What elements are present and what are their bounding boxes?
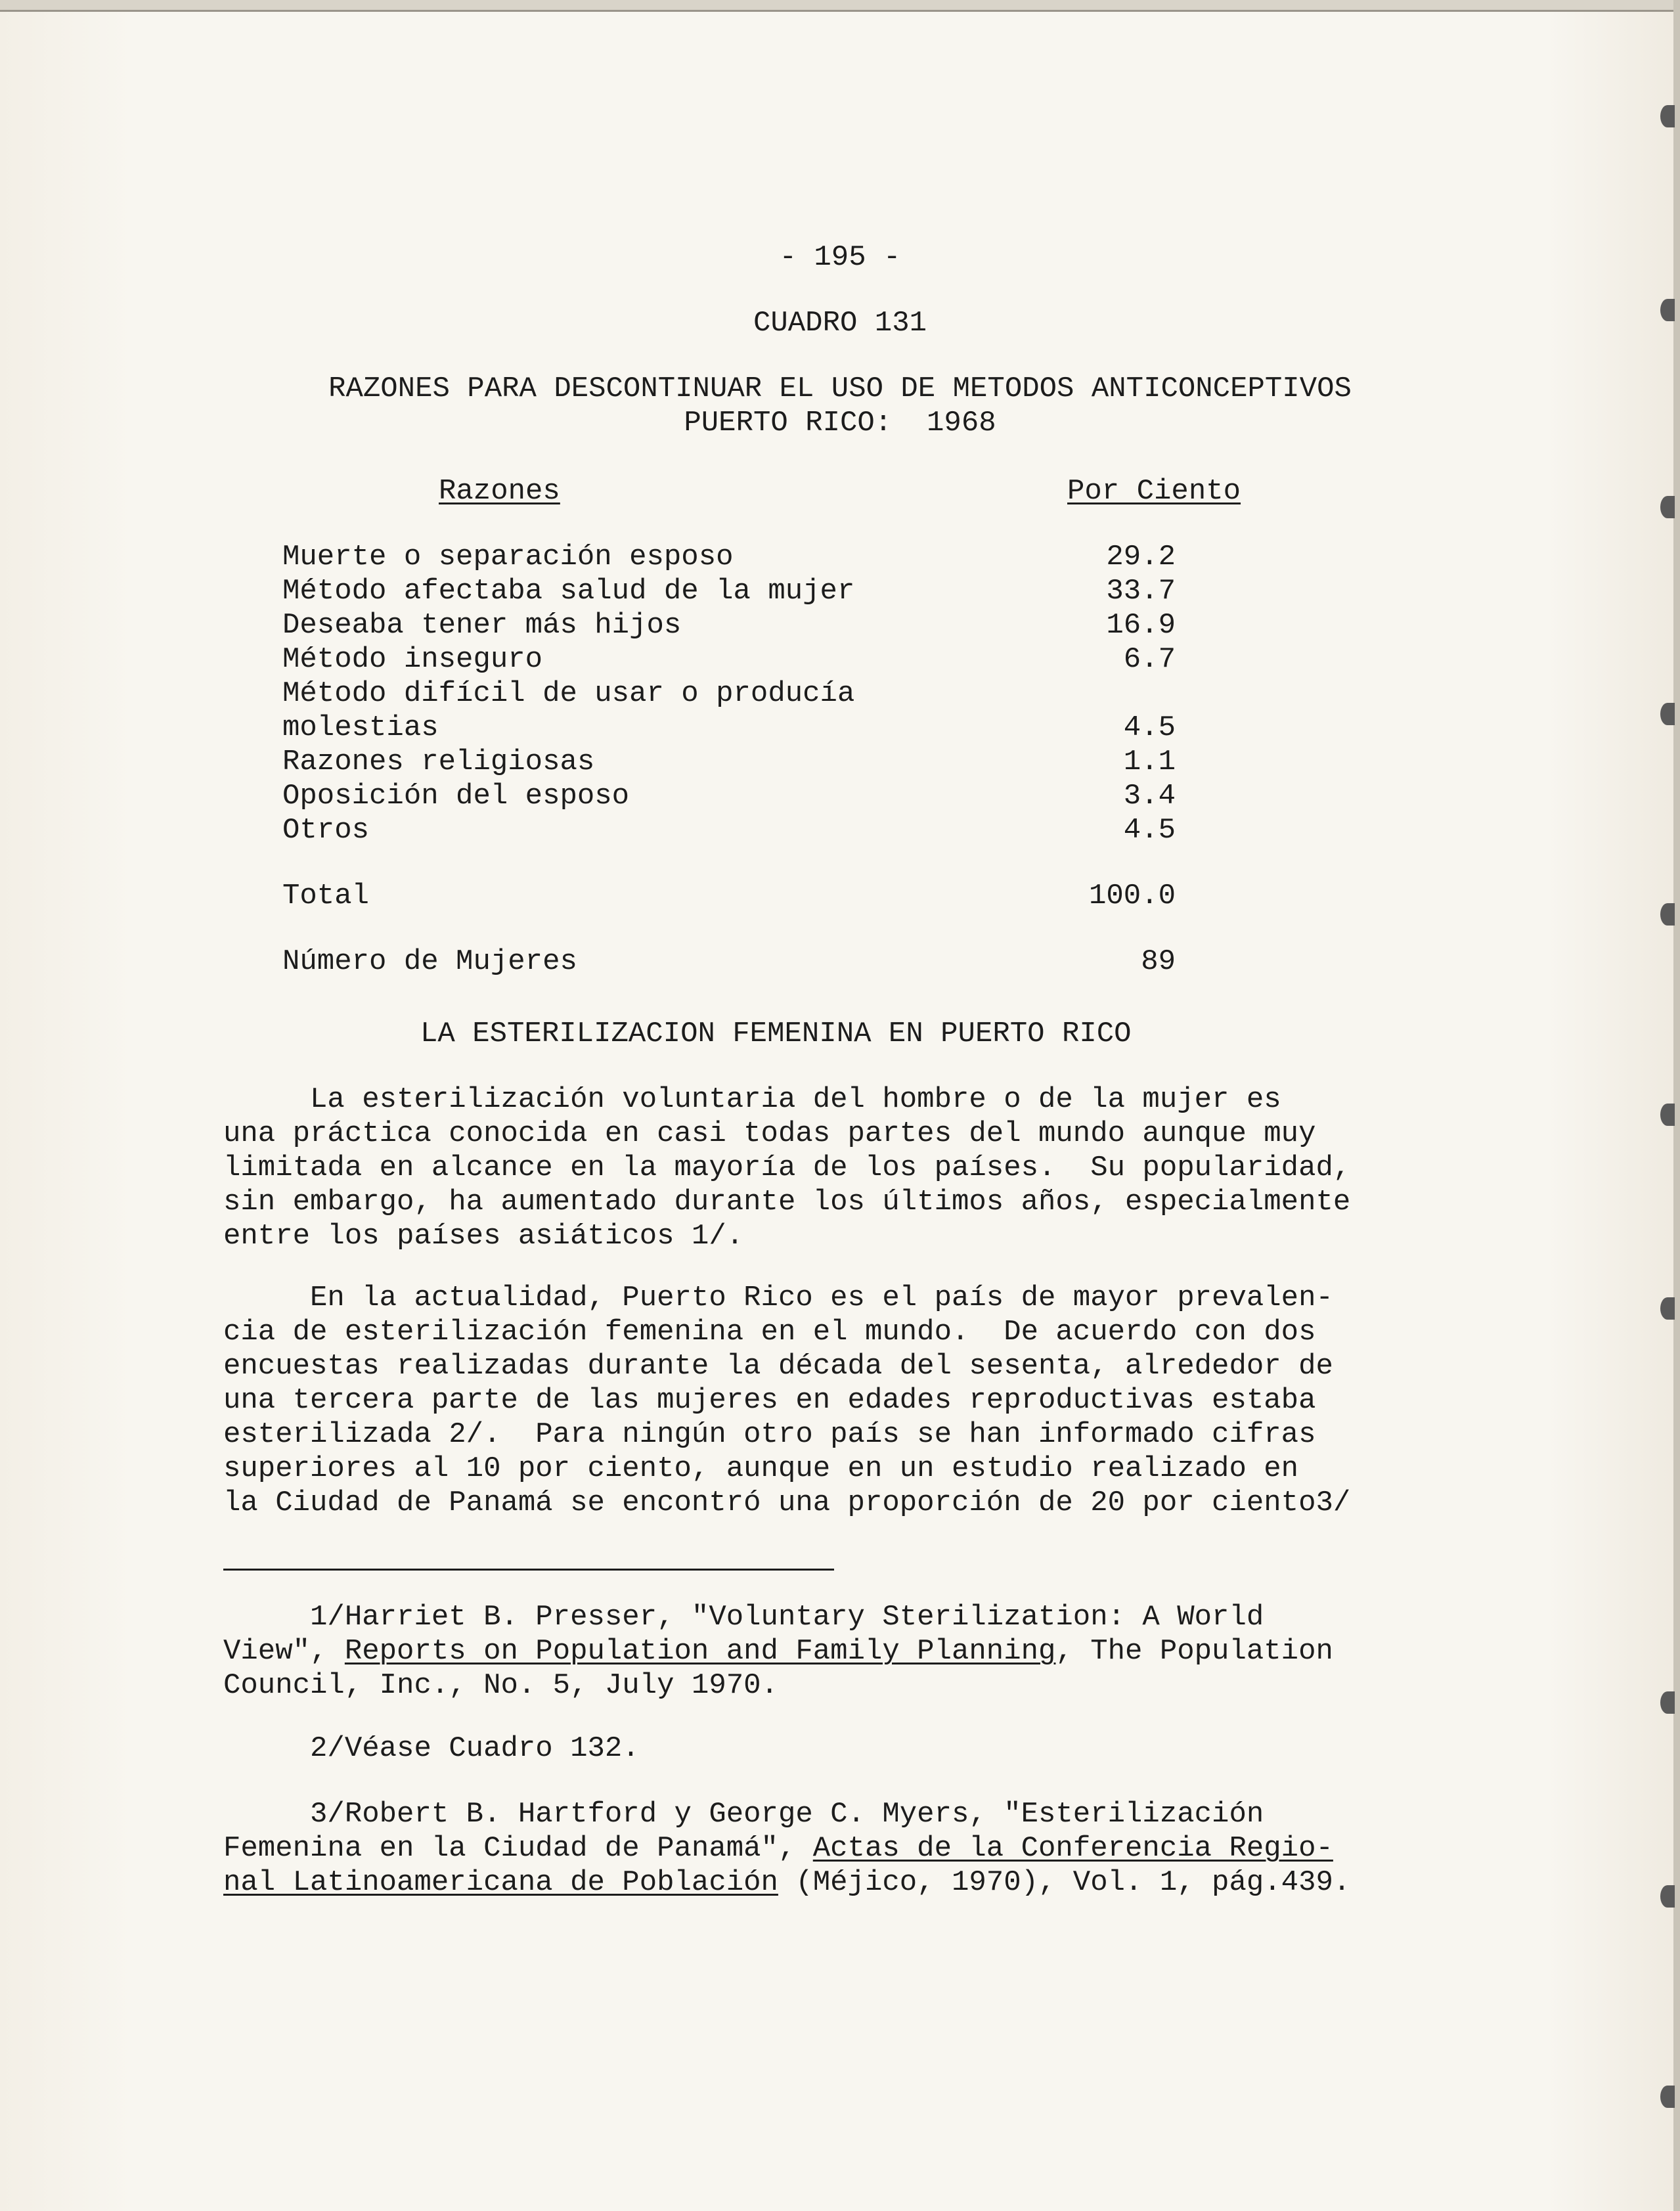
- footnote-text: Femenina en la Ciudad de Panamá",: [223, 1832, 813, 1865]
- paragraph-line: esterilizada 2/. Para ningún otro país se han informado cifras: [223, 1418, 1316, 1451]
- binder-hole-icon: [1660, 105, 1675, 127]
- footnote-text: View",: [223, 1635, 345, 1668]
- table-row-reason: Otros: [282, 814, 370, 847]
- footnote-line: 1/Harriet B. Presser, "Voluntary Sterilization: A World: [223, 1601, 1264, 1634]
- footnote-publication-title: nal Latinoamericana de Población: [223, 1866, 778, 1899]
- paragraph-line: sin embargo, ha aumentado durante los últimos años, especialmente: [223, 1186, 1351, 1218]
- table-row-value: 33.7: [1106, 575, 1176, 608]
- binder-hole-icon: [1660, 1297, 1675, 1320]
- total-label: Total: [282, 880, 370, 912]
- footnote-divider: [223, 1569, 834, 1571]
- table-row-reason: Método inseguro: [282, 643, 543, 676]
- footnote-text: , The Population: [1055, 1635, 1333, 1668]
- table-row-reason: Método difícil de usar o producía: [282, 677, 855, 710]
- table-row-reason: Método afectaba salud de la mujer: [282, 575, 855, 608]
- table-row-value: 6.7: [1123, 643, 1176, 676]
- paragraph-line: cia de esterilización femenina en el mundo. De acuerdo con dos: [223, 1316, 1316, 1349]
- table-row-value: 4.5: [1123, 711, 1176, 744]
- total-value: 100.0: [1088, 880, 1176, 912]
- binder-hole-icon: [1660, 703, 1675, 725]
- column-header-reasons: Razones: [439, 475, 560, 508]
- page-number: - 195 -: [779, 241, 901, 274]
- paragraph-line: una tercera parte de las mujeres en edades reproductivas estaba: [223, 1384, 1316, 1417]
- footnote-line: [223, 1865, 1350, 1900]
- paragraph-line: la Ciudad de Panamá se encontró una proporción de 20 por ciento3/: [223, 1486, 1351, 1519]
- table-row-value: 29.2: [1106, 541, 1176, 573]
- scan-top-edge: [0, 0, 1680, 12]
- binder-hole-icon: [1660, 1104, 1675, 1126]
- table-row-value: 3.4: [1123, 780, 1176, 813]
- footnote-line: 3/Robert B. Hartford y George C. Myers, "Esterilización: [223, 1798, 1264, 1831]
- table-title-line2: PUERTO RICO: 1968: [684, 407, 996, 439]
- paragraph-line: limitada en alcance en la mayoría de los países. Su popularidad,: [223, 1151, 1351, 1184]
- binder-hole-icon: [1660, 2086, 1675, 2108]
- binder-hole-icon: [1660, 903, 1675, 926]
- table-row-reason: molestias: [282, 711, 439, 744]
- footnote-2: 2/Véase Cuadro 132.: [223, 1732, 640, 1765]
- column-header-percent: Por Ciento: [1067, 475, 1241, 508]
- binder-hole-icon: [1660, 1691, 1675, 1714]
- paragraph-line: En la actualidad, Puerto Rico es el país de mayor prevalen-: [223, 1282, 1333, 1314]
- paragraph-line: La esterilización voluntaria del hombre o de la mujer es: [223, 1083, 1281, 1116]
- table-title-line1: RAZONES PARA DESCONTINUAR EL USO DE METODOS ANTICONCEPTIVOS: [328, 372, 1352, 405]
- footnote-text: (Méjico, 1970), Vol. 1, pág.439.: [778, 1866, 1351, 1899]
- table-row-value: 16.9: [1106, 609, 1176, 642]
- footnote-publication-title: Reports on Population and Family Planning: [344, 1635, 1056, 1668]
- women-count-label: Número de Mujeres: [282, 945, 577, 978]
- paragraph-line: entre los países asiáticos 1/.: [223, 1220, 744, 1253]
- table-label: CUADRO 131: [753, 307, 927, 340]
- footnote-line: [223, 1634, 1333, 1668]
- paragraph-line: una práctica conocida en casi todas partes del mundo aunque muy: [223, 1117, 1316, 1150]
- binder-hole-icon: [1660, 496, 1675, 518]
- table-row-value: 4.5: [1123, 814, 1176, 847]
- table-row-reason: Razones religiosas: [282, 746, 595, 778]
- paragraph-line: encuestas realizadas durante la década del sesenta, alrededor de: [223, 1350, 1333, 1383]
- section-heading: LA ESTERILIZACION FEMENINA EN PUERTO RICO: [420, 1017, 1132, 1050]
- paragraph-line: superiores al 10 por ciento, aunque en un estudio realizado en: [223, 1452, 1299, 1485]
- footnote-line: Council, Inc., No. 5, July 1970.: [223, 1669, 778, 1702]
- table-row-reason: Oposición del esposo: [282, 780, 630, 813]
- binder-hole-icon: [1660, 1885, 1675, 1908]
- table-row-reason: Deseaba tener más hijos: [282, 609, 682, 642]
- table-row-value: 1.1: [1123, 746, 1176, 778]
- table-row-reason: Muerte o separación esposo: [282, 541, 734, 573]
- footnote-publication-title: Actas de la Conferencia Regio-: [812, 1832, 1333, 1865]
- footnote-line: [223, 1831, 1333, 1865]
- women-count-value: 89: [1141, 945, 1176, 978]
